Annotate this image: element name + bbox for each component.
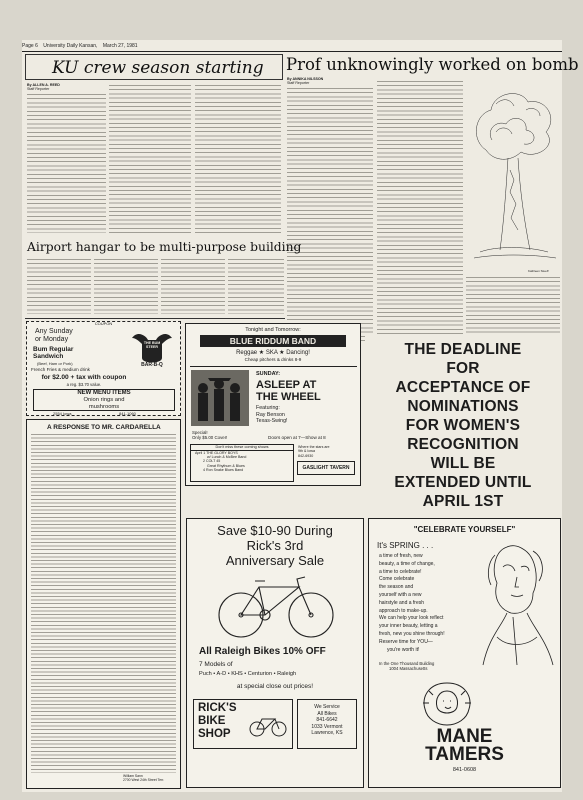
- ricks-logo-3: SHOP: [198, 728, 231, 740]
- asleep-title: [256, 380, 321, 403]
- featuring-1: Ray Benson: [256, 411, 285, 418]
- deadline-line-1: THE DEADLINE: [404, 341, 522, 358]
- mushroom-cloud-sketch: [466, 80, 560, 270]
- bicycle-icon: [213, 571, 339, 641]
- hangar-headline: Airport hangar to be multi-purpose building: [27, 240, 302, 254]
- mane-address: 1004 Massachusetts: [389, 666, 428, 671]
- coming-shows-list: [191, 451, 293, 472]
- band-banner: [200, 335, 346, 347]
- mane-phone: 841-0608: [452, 767, 477, 773]
- mane-headline: "CELEBRATE YOURSELF": [413, 525, 516, 534]
- divider: [25, 318, 285, 319]
- deadline-notice: [365, 336, 561, 509]
- deadline-line-3: ACCEPTANCE OF: [395, 379, 531, 396]
- crew-text-col-1: [27, 93, 106, 233]
- bum-item-meats: (Beef, Ham or Pork): [37, 361, 73, 366]
- deadline-line-6: RECOGNITION: [407, 436, 519, 453]
- bum-day-1: Any Sunday: [35, 328, 73, 335]
- ricks-phone: 841-6642: [316, 717, 338, 724]
- ricks-logo-2: BIKE: [198, 715, 226, 727]
- crew-gap: [27, 154, 106, 155]
- ricks-logo: [198, 702, 237, 741]
- mane-spring: It's SPRING . . .: [377, 541, 434, 550]
- bum-phone: 841-1060: [119, 411, 136, 416]
- prof-headline: Prof unknowingly worked on bomb: [286, 55, 579, 74]
- mane-copy-4: Come celebrate: [379, 576, 415, 583]
- mane-copy-1: a time of fresh, new: [379, 553, 423, 559]
- letter-box: [26, 419, 181, 789]
- ricks-logo-box: [193, 699, 293, 749]
- gaslight-divider: [190, 366, 357, 367]
- bum-logo-bbq: BAR-B-Q: [141, 362, 163, 368]
- bum-item: [33, 346, 73, 360]
- bum-steer-logo: [128, 328, 176, 368]
- bum-day-2: or Monday: [35, 336, 69, 343]
- raleigh-offer: All Raleigh Bikes 10% OFF: [199, 646, 326, 657]
- mane-tamers-ad[interactable]: [368, 518, 561, 788]
- band-name: BLUE RIDDUM BAND: [229, 336, 317, 346]
- mane-copy: [379, 553, 445, 654]
- ricks-anniversary-2: Anniversary Sale: [225, 553, 325, 568]
- prof-text-col-3: [466, 276, 560, 342]
- mane-copy-6: yourself with a new: [379, 591, 422, 598]
- letter-signature: [123, 774, 164, 782]
- crew-headline-box: [25, 54, 283, 80]
- ricks-logo-1: RICK'S: [198, 702, 237, 714]
- cover-price: Only $5.00 Cover!: [192, 435, 228, 441]
- deadline-text: [365, 340, 561, 509]
- bum-address: 2554 Iowa: [53, 411, 72, 416]
- lion-logo: [417, 679, 477, 727]
- bum-deal: for $2.00 + tax with coupon: [41, 374, 127, 381]
- bomb-sketch: [466, 80, 560, 270]
- deadline-line-4: NOMINATIONS: [407, 398, 519, 415]
- ricks-special: at special close out prices!: [236, 683, 314, 690]
- mane-location: [379, 661, 434, 671]
- bum-logo-text: THE BUM STEER: [143, 341, 161, 349]
- gaslight-logo: GASLIGHT TAVERN: [297, 461, 355, 475]
- page-number: Page 6: [22, 43, 38, 49]
- gaslight-ad[interactable]: [185, 323, 361, 486]
- mane-logo-1: MANE: [436, 726, 493, 747]
- ricks-service-box: [297, 699, 357, 749]
- issue-date: March 27, 1981: [102, 43, 138, 49]
- coupon-label: COUPON: [94, 321, 113, 326]
- bum-regular-price: a reg. $3.70 value.: [66, 382, 102, 387]
- letter-author: William Sann: [123, 774, 143, 778]
- letter-body: [31, 433, 176, 773]
- gaslight-tonight: Tonight and Tomorrow:: [245, 327, 301, 333]
- hangar-text-col-3: [161, 258, 225, 314]
- deadline-line-7: WILL BE: [430, 455, 496, 472]
- prof-author-role: Staff Reporter: [287, 81, 310, 86]
- crew-author: By ALLEN A. REED: [27, 83, 60, 87]
- new-menu-title: NEW MENU ITEMS: [77, 390, 131, 396]
- page-header: [22, 40, 562, 52]
- gaslight-info: [298, 445, 330, 458]
- crew-author-role: Staff Reporter: [27, 87, 50, 92]
- sunday-label: SUNDAY:: [256, 371, 281, 377]
- mane-copy-7: hairstyle and a fresh: [379, 599, 425, 606]
- ricks-address: 1033 Vermont: [311, 723, 343, 730]
- coming-shows-box: [190, 444, 294, 482]
- special-block: [192, 430, 227, 441]
- woman-portrait-sketch: [477, 537, 557, 667]
- mane-copy-11: fresh, new you shine through!: [379, 630, 445, 637]
- show-3: 4 Ron Snake Blues Band: [203, 467, 244, 472]
- letter-title: A RESPONSE TO MR. CARDARELLA: [47, 424, 161, 431]
- ricks-anniversary-1: Rick's 3rd: [246, 538, 304, 553]
- coming-shows-title: Don't miss these coming shows: [191, 445, 293, 451]
- ricks-city: Lawrence, KS: [311, 730, 343, 737]
- band-photo: [191, 370, 249, 426]
- special-label: Special!: [192, 430, 208, 435]
- mane-copy-8: approach to make-up.: [379, 607, 428, 614]
- bike-illustration: [213, 571, 339, 641]
- lion-icon: [417, 679, 477, 727]
- crew-headline: KU crew season starting: [52, 58, 264, 78]
- new-menu-line-2: mushrooms: [88, 403, 120, 410]
- bum-item-name-2: Sandwich: [33, 353, 64, 360]
- asleep-title-1: ASLEEP AT: [256, 379, 317, 391]
- mane-logo-2: TAMERS: [425, 744, 504, 765]
- ricks-bike-ad[interactable]: [186, 518, 364, 788]
- gaslight-tagline: Where the stars are: [298, 445, 330, 449]
- featuring-label: Featuring:: [256, 405, 280, 411]
- hangar-text-col-1: [27, 258, 91, 314]
- ricks-save: Save $10-90 During: [217, 523, 333, 538]
- sketch-credit: Kathleen Stueff: [528, 269, 549, 273]
- prof-text-col-1: [287, 87, 373, 342]
- bum-item-sides: French Fries & medium drink: [31, 367, 90, 372]
- show-1-detail: w/ Lunch & McBee Band: [207, 455, 247, 460]
- doors-open: Doors open at 7—Show at 8: [268, 435, 326, 440]
- prof-byline: [287, 77, 323, 86]
- crew-text-col-2: [109, 84, 191, 234]
- deadline-line-9: APRIL 1ST: [422, 493, 504, 509]
- cheap-pitchers: Cheap pitchers & drinks 8-9: [244, 357, 302, 362]
- new-menu-line-1: Onion rings and: [83, 397, 125, 403]
- band-styles: Reggae ★ SKA ★ Dancing!: [236, 350, 310, 356]
- mane-copy-9: We can help your look reflect: [379, 615, 444, 622]
- paper-name: University Daily Kansan,: [43, 43, 98, 49]
- crew-byline: [27, 83, 60, 92]
- gaslight-address: 9th & Iowa: [298, 449, 315, 454]
- show-2: 2 COLT 45: [203, 459, 221, 464]
- mane-copy-12: Reserve time for YOU—: [379, 638, 433, 645]
- show-1: April 1 THE GLORY BOYS: [195, 451, 238, 455]
- mane-building: In the One Thousand Building: [379, 661, 435, 666]
- mane-copy-2: beauty, a time of change,: [379, 560, 435, 567]
- featuring-block: [256, 405, 288, 425]
- ricks-brands: Puch • A-D • KHS • Centurion • Raleigh: [199, 671, 297, 677]
- mane-copy-10: your inner beauty, letting a: [379, 623, 438, 630]
- show-2-detail: Great Rhythum & Blues: [207, 463, 245, 468]
- new-menu-box: [33, 389, 175, 411]
- gaslight-phone: 842-6930: [298, 453, 314, 458]
- bum-days: [35, 328, 73, 344]
- hangar-text-col-4: [228, 258, 284, 314]
- mane-copy-13: you're worth it!: [387, 646, 420, 653]
- band-photo-image: [191, 370, 249, 426]
- small-bike-icon: [248, 714, 288, 738]
- ricks-service-2: All Bikes: [317, 710, 337, 717]
- asleep-title-2: THE WHEEL: [256, 390, 321, 403]
- mane-copy-5: the season and: [379, 584, 414, 591]
- bum-item-name: Bum Regular: [33, 346, 74, 353]
- ricks-models: 7 Models of: [199, 661, 233, 668]
- letter-address: 2700 West 24th Street Terr.: [123, 778, 165, 782]
- prof-author: By ANNIKA NILSSON: [287, 77, 324, 81]
- bum-steer-coupon[interactable]: [26, 321, 181, 416]
- deadline-line-2: FOR: [446, 360, 480, 377]
- crew-text-col-3: [195, 84, 281, 234]
- ricks-service-1: We Service: [314, 704, 340, 710]
- woman-illustration: [477, 537, 557, 667]
- prof-text-col-2: [377, 80, 463, 342]
- deadline-line-5: FOR WOMEN'S: [405, 417, 521, 434]
- deadline-line-8: EXTENDED UNTIL: [394, 474, 532, 491]
- featuring-2: Texas-Swing!: [256, 418, 288, 425]
- hangar-text-col-2: [94, 258, 158, 314]
- mane-copy-3: a time to celebrate!: [379, 568, 422, 575]
